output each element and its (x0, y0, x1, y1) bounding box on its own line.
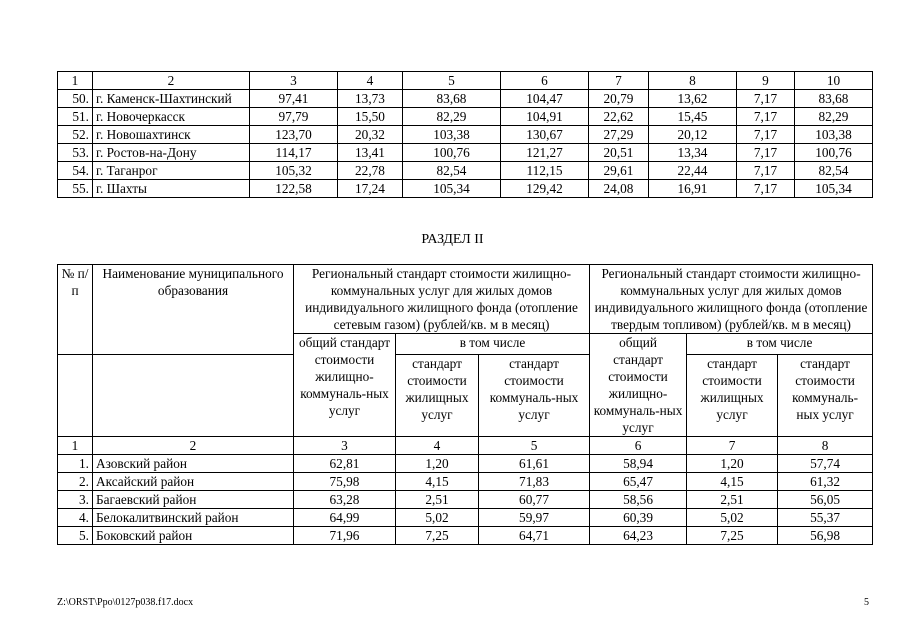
table-cell: 57,74 (778, 455, 873, 473)
column-number: 3 (294, 437, 396, 455)
header-total-1: общий стандарт стоимости жилищно-коммуналь-ных услуг (294, 334, 396, 437)
table-cell: 60,39 (590, 509, 687, 527)
table-cell: 82,29 (403, 108, 501, 126)
table-cell: 59,97 (479, 509, 590, 527)
column-number: 8 (778, 437, 873, 455)
table-cell: 15,45 (649, 108, 737, 126)
table-section-2 (57, 264, 873, 545)
table-cell: 1. (58, 455, 93, 473)
table-cell: 58,56 (590, 491, 687, 509)
table-cell: 7,17 (737, 108, 795, 126)
table-cell: 105,34 (795, 180, 873, 198)
table-cell: 20,32 (338, 126, 403, 144)
table-row (58, 509, 873, 527)
table-row (58, 126, 873, 144)
table-cell: 112,15 (501, 162, 589, 180)
table-row (58, 90, 873, 108)
table-cell: 27,29 (589, 126, 649, 144)
table-cell: 7,25 (687, 527, 778, 545)
column-number: 4 (396, 437, 479, 455)
table-cell: 13,62 (649, 90, 737, 108)
table-section-1 (57, 71, 873, 198)
table-cell: 13,34 (649, 144, 737, 162)
table-cell: 63,28 (294, 491, 396, 509)
table-cell: 4,15 (687, 473, 778, 491)
table-row (58, 144, 873, 162)
column-number: 6 (590, 437, 687, 455)
column-number: 9 (737, 72, 795, 90)
header-including-1: в том числе (396, 334, 590, 355)
table-cell: 97,79 (250, 108, 338, 126)
municipality-name: г. Каменск-Шахтинский (93, 90, 250, 108)
table-row (58, 162, 873, 180)
table-cell: 121,27 (501, 144, 589, 162)
column-number: 5 (479, 437, 590, 455)
column-number: 7 (589, 72, 649, 90)
table-cell: 61,32 (778, 473, 873, 491)
table-cell: 61,61 (479, 455, 590, 473)
municipality-name: г. Новошахтинск (93, 126, 250, 144)
municipality-name: г. Новочеркасск (93, 108, 250, 126)
table-cell: 64,23 (590, 527, 687, 545)
table-cell: 20,51 (589, 144, 649, 162)
table-cell: 71,96 (294, 527, 396, 545)
table-cell: 103,38 (403, 126, 501, 144)
table-cell: 29,61 (589, 162, 649, 180)
section-title: РАЗДЕЛ II (421, 232, 484, 247)
table-cell: 13,73 (338, 90, 403, 108)
header-name: Наименование муниципального образования (93, 265, 294, 355)
table-header-row (58, 72, 873, 90)
table-cell: 7,17 (737, 90, 795, 108)
table-cell: 7,17 (737, 144, 795, 162)
table-cell: 20,79 (589, 90, 649, 108)
table-cell: 13,41 (338, 144, 403, 162)
table-cell: 103,38 (795, 126, 873, 144)
header-total-2: общий стандарт стоимости жилищно-коммуналь-ных услуг (590, 334, 687, 437)
municipality-name: Азовский район (93, 455, 294, 473)
table-cell: 55. (58, 180, 93, 198)
table-row (58, 108, 873, 126)
table-cell: 54. (58, 162, 93, 180)
table-cell: 20,12 (649, 126, 737, 144)
table-cell: 50. (58, 90, 93, 108)
table-cell: 17,24 (338, 180, 403, 198)
header-group-gas: Региональный стандарт стоимости жилищно-коммунальных услуг для жилых домов индивидуального жилищного фонда (отопление сетевым газом) (рублей/кв. м в месяц) (294, 265, 590, 334)
table-cell: 55,37 (778, 509, 873, 527)
table-row (58, 455, 873, 473)
table-cell: 5,02 (396, 509, 479, 527)
header-utility-2: стандарт стоимости коммуналь-ных услуг (778, 355, 873, 437)
table-row (58, 527, 873, 545)
table-cell: 52. (58, 126, 93, 144)
table-cell: 60,77 (479, 491, 590, 509)
table-cell: 56,98 (778, 527, 873, 545)
table-cell: 82,54 (795, 162, 873, 180)
table-row (58, 180, 873, 198)
header-housing-2: стандарт стоимости жилищных услуг (687, 355, 778, 437)
table-number-row (58, 437, 873, 455)
table-cell: 51. (58, 108, 93, 126)
column-number: 6 (501, 72, 589, 90)
table-cell: 114,17 (250, 144, 338, 162)
column-number: 3 (250, 72, 338, 90)
table-cell: 129,42 (501, 180, 589, 198)
header-including-2: в том числе (687, 334, 873, 355)
municipality-name: г. Ростов-на-Дону (93, 144, 250, 162)
table-cell: 53. (58, 144, 93, 162)
table-cell: 58,94 (590, 455, 687, 473)
table-cell: 97,41 (250, 90, 338, 108)
table-cell: 7,17 (737, 126, 795, 144)
table-cell: 22,78 (338, 162, 403, 180)
table-cell: 22,62 (589, 108, 649, 126)
table-cell: 3. (58, 491, 93, 509)
table-cell: 130,67 (501, 126, 589, 144)
table-cell: 16,91 (649, 180, 737, 198)
table-cell: 82,54 (403, 162, 501, 180)
column-number: 1 (58, 72, 93, 90)
table-cell: 4. (58, 509, 93, 527)
header-housing-1: стандарт стоимости жилищных услуг (396, 355, 479, 437)
table-cell: 5. (58, 527, 93, 545)
table-cell: 105,34 (403, 180, 501, 198)
table-cell: 123,70 (250, 126, 338, 144)
table-cell: 2,51 (687, 491, 778, 509)
column-number: 4 (338, 72, 403, 90)
table-row (58, 491, 873, 509)
municipality-name: Аксайский район (93, 473, 294, 491)
footer-page-number: 5 (864, 597, 869, 608)
table-row (58, 473, 873, 491)
table-cell: 7,17 (737, 162, 795, 180)
table-cell: 1,20 (396, 455, 479, 473)
table-cell: 65,47 (590, 473, 687, 491)
column-number: 2 (93, 72, 250, 90)
footer-file-path: Z:\ORST\Ppo\0127p038.f17.docx (57, 597, 194, 608)
header-utility-1: стандарт стоимости коммуналь-ных услуг (479, 355, 590, 437)
municipality-name: Багаевский район (93, 491, 294, 509)
table-cell: 22,44 (649, 162, 737, 180)
table-cell: 24,08 (589, 180, 649, 198)
table-cell: 105,32 (250, 162, 338, 180)
table-cell: 7,17 (737, 180, 795, 198)
table-cell: 5,02 (687, 509, 778, 527)
table-cell: 7,25 (396, 527, 479, 545)
table-cell: 82,29 (795, 108, 873, 126)
column-number: 8 (649, 72, 737, 90)
table-cell: 64,71 (479, 527, 590, 545)
table-cell: 100,76 (795, 144, 873, 162)
municipality-name: г. Таганрог (93, 162, 250, 180)
table-cell: 1,20 (687, 455, 778, 473)
table-cell: 75,98 (294, 473, 396, 491)
table-cell: 56,05 (778, 491, 873, 509)
column-number: 7 (687, 437, 778, 455)
table-cell: 4,15 (396, 473, 479, 491)
municipality-name: г. Шахты (93, 180, 250, 198)
table-cell: 122,58 (250, 180, 338, 198)
header-num: № п/п (58, 265, 93, 355)
table-cell: 62,81 (294, 455, 396, 473)
column-number: 1 (58, 437, 93, 455)
table-cell: 2,51 (396, 491, 479, 509)
table-cell: 83,68 (795, 90, 873, 108)
municipality-name: Боковский район (93, 527, 294, 545)
table-cell: 104,47 (501, 90, 589, 108)
column-number: 5 (403, 72, 501, 90)
column-number: 2 (93, 437, 294, 455)
table-cell: 71,83 (479, 473, 590, 491)
table-cell: 64,99 (294, 509, 396, 527)
table-cell: 15,50 (338, 108, 403, 126)
column-number: 10 (795, 72, 873, 90)
table-cell: 2. (58, 473, 93, 491)
table-cell: 104,91 (501, 108, 589, 126)
table-cell: 83,68 (403, 90, 501, 108)
municipality-name: Белокалитвинский район (93, 509, 294, 527)
table-cell: 100,76 (403, 144, 501, 162)
header-group-solid-fuel: Региональный стандарт стоимости жилищно-коммунальных услуг для жилых домов индивидуального жилищного фонда (отопление твердым топливом) (рублей/кв. м в месяц) (590, 265, 873, 334)
